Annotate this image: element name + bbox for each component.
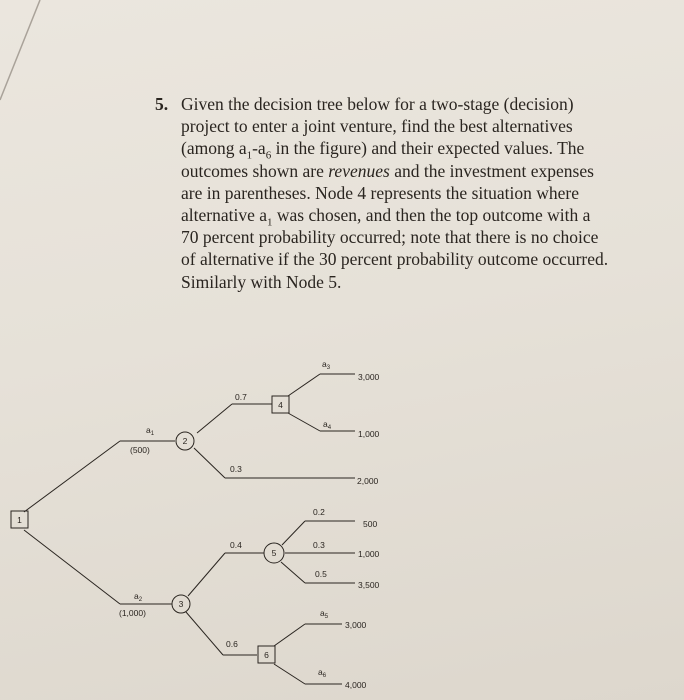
alt-a2-label: $a_2$ [134, 591, 143, 603]
prob-label: 0.7 [235, 392, 247, 402]
node-label: 3 [178, 599, 184, 609]
problem-number: 5. [155, 94, 169, 114]
alt-a3-label: $a_3$ [322, 359, 331, 371]
problem-line: are in parentheses. Node 4 represents the situation where [181, 182, 579, 203]
prob-label: 0.2 [313, 507, 325, 517]
decision-node-4 [272, 396, 289, 413]
problem-line: (among $a_1-a_6$ in the figure) and their expected values. The [181, 138, 585, 162]
prob-label: 0.3 [313, 540, 325, 550]
problem-line: Similarly with Node 5. [181, 271, 342, 292]
outcome-value: 500 [363, 519, 378, 529]
outcome-value: 1,000 [358, 429, 380, 439]
problem-line: outcomes shown are revenues and the investment expenses [181, 160, 594, 181]
alt-a4-label: $a_4$ [323, 419, 332, 431]
alt-a6-label: $a_6$ [318, 667, 327, 679]
node-label: 6 [264, 650, 269, 660]
outcome-value: 3,000 [345, 620, 367, 630]
node-label: 4 [278, 400, 283, 410]
problem-line: 70 percent probability occurred; note that there is no choice [181, 227, 599, 248]
prob-label: 0.5 [315, 569, 327, 579]
decision-node-1 [11, 511, 28, 528]
outcome-value: 3,000 [358, 372, 380, 382]
chance-node-2 [176, 432, 194, 450]
alt-a5-label: $a_5$ [320, 608, 329, 620]
chance-node-5 [264, 543, 284, 563]
alt-a2-cost: (1,000) [119, 608, 146, 618]
prob-label: 0.4 [230, 540, 242, 550]
prob-label: 0.6 [226, 639, 238, 649]
outcome-value: 3,500 [358, 580, 380, 590]
problem-line: Given the decision tree below for a two-stage (decision) [181, 94, 574, 114]
tree-edges [24, 374, 355, 684]
alt-a1-label: $a_1$ [146, 425, 155, 437]
decision-node-6 [258, 646, 275, 663]
node-label: 1 [17, 515, 22, 525]
node-label: 2 [182, 436, 188, 446]
outcome-value: 1,000 [358, 549, 380, 559]
outcome-value: 2,000 [357, 476, 379, 486]
prob-label: 0.3 [230, 464, 242, 474]
problem-line: alternative $a_1$ was chosen, and then the top outcome with a [181, 205, 591, 229]
problem-line: of alternative if the 30 percent probability outcome occurred. [181, 249, 609, 270]
chance-node-3 [172, 595, 190, 613]
outcome-value: 4,000 [345, 680, 367, 690]
problem-line: project to enter a joint venture, find the best alternatives [181, 116, 573, 137]
node-label: 5 [271, 548, 277, 558]
alt-a1-cost: (500) [130, 445, 150, 455]
